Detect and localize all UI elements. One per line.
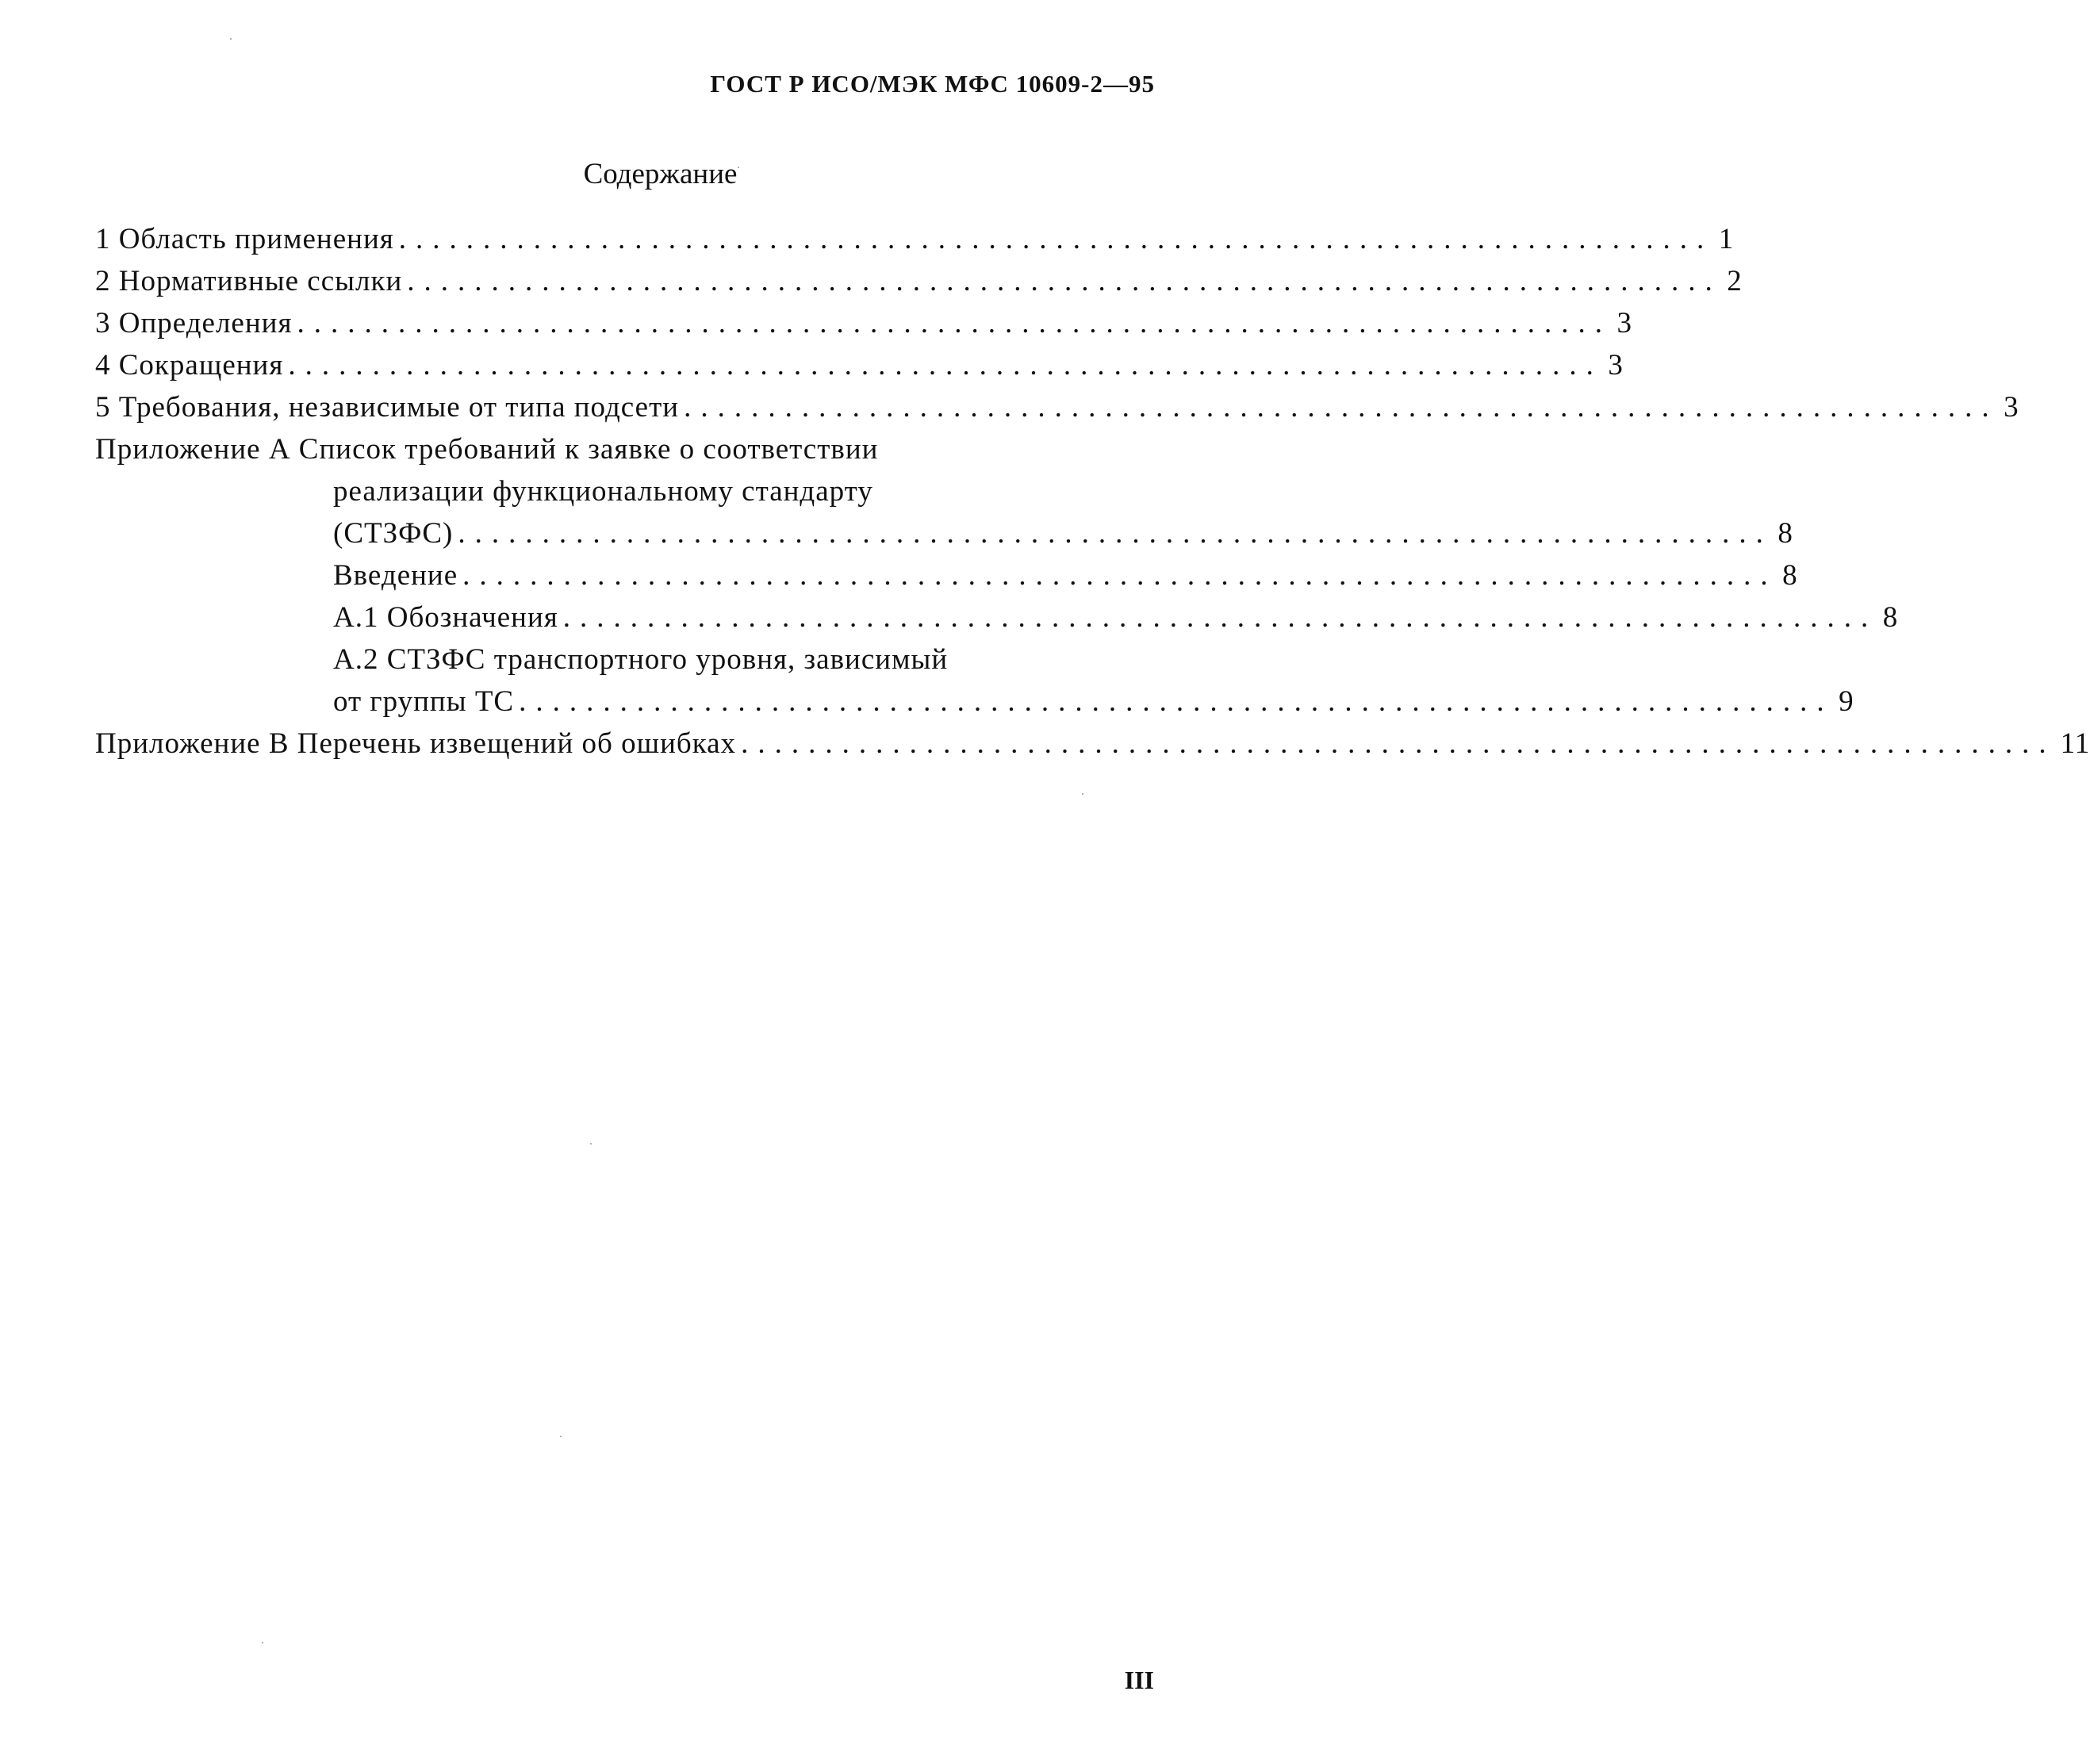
scan-speck xyxy=(230,38,232,40)
toc-entry-introduction[interactable] xyxy=(333,558,1798,600)
scan-speck xyxy=(262,1642,263,1643)
toc-dot-leader: .............................................................................. xyxy=(458,517,1773,550)
toc-entry-label: 2 Нормативные ссылки xyxy=(95,265,403,297)
toc-entry-page: 9 xyxy=(1839,685,1854,718)
toc-entry-a1[interactable] xyxy=(333,600,1899,642)
scan-speck xyxy=(1082,793,1083,795)
toc-entry-label: 3 Определения xyxy=(95,307,293,339)
toc-entry-page: 8 xyxy=(1782,559,1798,592)
toc-entry-page: 3 xyxy=(1616,307,1632,339)
toc-entry-4[interactable] xyxy=(95,348,1624,389)
toc-dot-leader: .............................................................................. xyxy=(684,391,1999,424)
document-designation: ГОСТ Р ИСО/МЭК МФС 10609-2—95 xyxy=(710,70,1155,98)
toc-dot-leader: .............................................................................. xyxy=(562,601,1878,634)
toc-entry-label: А.2 СТЗФС транспортного уровня, зависимый xyxy=(333,643,949,676)
toc-entry-label: (СТЗФС) xyxy=(333,517,454,550)
toc-entry-label: реализации функциональному стандарту xyxy=(333,475,873,508)
toc-entry-page: 3 xyxy=(1608,349,1624,382)
page-title: Содержание xyxy=(583,158,738,190)
toc-dot-leader: .............................................................................. xyxy=(462,559,1777,592)
toc-entry-page: 2 xyxy=(1727,265,1743,297)
toc-entry-a2[interactable] xyxy=(333,642,1158,684)
toc-entry-5[interactable] xyxy=(95,390,2019,431)
toc-dot-leader: .............................................................................. xyxy=(741,727,2056,760)
toc-entry-page: 11 xyxy=(2060,727,2090,760)
toc-entry-label: 4 Сокращения xyxy=(95,349,284,382)
scan-speck xyxy=(738,167,739,168)
toc-entry-1[interactable] xyxy=(95,222,1735,263)
toc-entry-page: 8 xyxy=(1882,601,1899,634)
scan-speck xyxy=(560,1436,562,1437)
toc-entry-a2-end[interactable] xyxy=(333,685,1854,726)
toc-entry-2[interactable] xyxy=(95,264,1743,305)
toc-entry-label: А.1 Обозначения xyxy=(333,601,558,634)
toc-dot-leader: .............................................................................. xyxy=(297,307,1612,339)
toc-entry-3[interactable] xyxy=(95,306,1632,347)
scan-speck xyxy=(590,1143,592,1145)
toc-entry-page: 1 xyxy=(1718,223,1735,255)
toc-dot-leader: .............................................................................. xyxy=(288,349,1603,382)
toc-appendix-a-end[interactable] xyxy=(333,516,1793,558)
toc-entry-label: Введение xyxy=(333,559,458,592)
toc-entry-label: Приложение В Перечень извещений об ошибках xyxy=(95,727,737,760)
toc-entry-label: от группы ТС xyxy=(333,685,515,718)
toc-appendix-a[interactable] xyxy=(95,432,1158,474)
toc-entry-page: 8 xyxy=(1777,517,1793,550)
toc-entry-label: 5 Требования, независимые от типа подсети xyxy=(95,391,680,424)
toc-entry-page: 3 xyxy=(2004,391,2019,424)
toc-appendix-b[interactable] xyxy=(95,727,2090,768)
toc-appendix-a-continued xyxy=(333,474,1158,516)
toc-entry-label: Приложение А Список требований к заявке о соответствии xyxy=(95,433,879,466)
page-number: III xyxy=(1124,1666,1154,1694)
toc-dot-leader: .............................................................................. xyxy=(398,223,1714,255)
toc-dot-leader: .............................................................................. xyxy=(407,265,1722,297)
toc-entry-label: 1 Область применения xyxy=(95,223,394,255)
toc-dot-leader: .............................................................................. xyxy=(519,685,1834,718)
